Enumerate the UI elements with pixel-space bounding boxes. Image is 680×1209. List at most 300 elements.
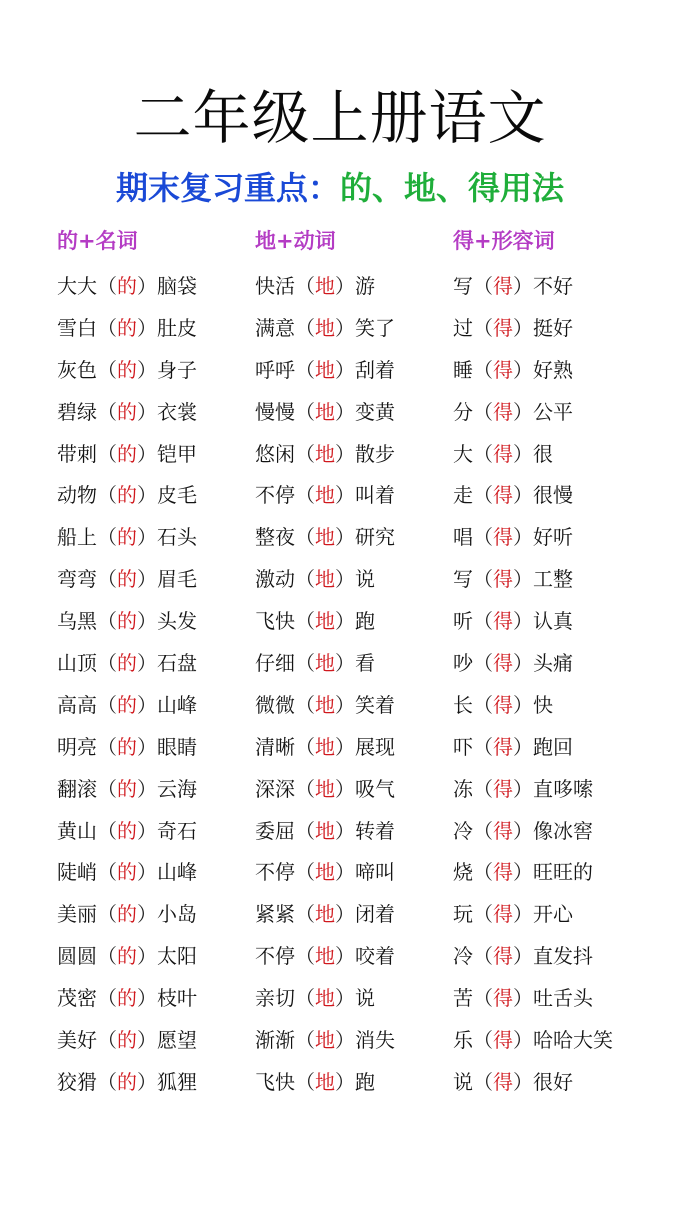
particle-mark: 的 — [117, 357, 137, 382]
phrase-before: 带刺 — [57, 441, 97, 466]
close-paren: ） — [137, 651, 157, 676]
particle-mark: 地 — [315, 818, 335, 843]
particle-mark: 得 — [493, 776, 513, 801]
phrase-row — [255, 643, 395, 685]
phrase-after: 跑回 — [533, 734, 573, 759]
particle-mark: 的 — [117, 692, 137, 717]
open-paren: （ — [295, 986, 315, 1011]
phrase-after: 云海 — [157, 776, 197, 801]
particle-mark: 的 — [117, 315, 137, 340]
open-paren: （ — [473, 734, 493, 759]
open-paren: （ — [473, 1028, 493, 1053]
close-paren: ） — [137, 818, 157, 843]
close-paren: ） — [335, 860, 355, 885]
phrase-before: 陡峭 — [57, 860, 97, 885]
phrase-row — [57, 811, 197, 853]
phrase-after: 跑 — [355, 1069, 375, 1094]
particle-mark: 的 — [117, 734, 137, 759]
phrase-row — [57, 559, 197, 601]
open-paren: （ — [473, 692, 493, 717]
phrase-after: 看 — [355, 651, 375, 676]
phrase-before: 激动 — [255, 567, 295, 592]
phrase-row — [57, 601, 197, 643]
phrase-before: 灰色 — [57, 357, 97, 382]
close-paren: ） — [513, 692, 533, 717]
close-paren: ） — [513, 651, 533, 676]
close-paren: ） — [137, 986, 157, 1011]
phrase-after: 叫着 — [355, 483, 395, 508]
open-paren: （ — [295, 818, 315, 843]
phrase-row — [57, 350, 197, 392]
close-paren: ） — [335, 692, 355, 717]
page-subtitle — [0, 166, 680, 210]
phrase-after: 变黄 — [355, 399, 395, 424]
phrase-before: 深深 — [255, 776, 295, 801]
phrase-after: 直哆嗦 — [533, 776, 593, 801]
phrase-before: 唱 — [453, 525, 473, 550]
phrase-row — [453, 643, 613, 685]
phrase-before: 呼呼 — [255, 357, 295, 382]
phrase-after: 工整 — [533, 567, 573, 592]
phrase-before: 委屈 — [255, 818, 295, 843]
particle-mark: 地 — [315, 986, 335, 1011]
phrase-after: 说 — [355, 567, 375, 592]
open-paren: （ — [97, 902, 117, 927]
phrase-before: 大大 — [57, 274, 97, 298]
close-paren: ） — [137, 315, 157, 340]
phrase-after: 笑了 — [355, 315, 395, 340]
phrase-after: 山峰 — [157, 860, 197, 885]
particle-mark: 地 — [315, 315, 335, 340]
close-paren: ） — [335, 986, 355, 1011]
particle-mark: 得 — [493, 567, 513, 592]
phrase-before: 飞快 — [255, 1069, 295, 1094]
phrase-row — [255, 769, 395, 811]
close-paren: ） — [335, 399, 355, 424]
open-paren: （ — [97, 944, 117, 969]
phrase-after: 石头 — [157, 525, 197, 550]
particle-mark: 的 — [117, 944, 137, 969]
subtitle-part-2: 的、地、得用法 — [340, 169, 565, 207]
particle-mark: 得 — [493, 860, 513, 885]
phrase-after: 肚皮 — [157, 315, 197, 340]
close-paren: ） — [335, 944, 355, 969]
close-paren: ） — [137, 274, 157, 298]
open-paren: （ — [97, 734, 117, 759]
phrase-row — [57, 936, 197, 978]
phrase-after: 开心 — [533, 902, 573, 927]
open-paren: （ — [97, 567, 117, 592]
phrase-before: 美好 — [57, 1028, 97, 1053]
open-paren: （ — [97, 1028, 117, 1053]
close-paren: ） — [335, 651, 355, 676]
phrase-before: 冷 — [453, 818, 473, 843]
close-paren: ） — [137, 357, 157, 382]
particle-mark: 得 — [493, 483, 513, 508]
phrase-before: 黄山 — [57, 818, 97, 843]
phrase-row — [57, 852, 197, 894]
phrase-before: 翻滚 — [57, 776, 97, 801]
open-paren: （ — [295, 357, 315, 382]
open-paren: （ — [295, 483, 315, 508]
particle-mark: 地 — [315, 609, 335, 634]
phrase-row — [255, 308, 395, 350]
phrase-before: 快活 — [255, 274, 295, 298]
phrase-row — [57, 475, 197, 517]
phrase-after: 展现 — [355, 734, 395, 759]
phrase-row — [57, 434, 197, 476]
phrase-row — [255, 685, 395, 727]
phrase-after: 好听 — [533, 525, 573, 550]
phrase-before: 不停 — [255, 483, 295, 508]
open-paren: （ — [473, 944, 493, 969]
phrase-row — [57, 894, 197, 936]
particle-mark: 得 — [493, 902, 513, 927]
phrase-before: 美丽 — [57, 902, 97, 927]
phrase-row — [57, 643, 197, 685]
particle-mark: 得 — [493, 692, 513, 717]
phrase-before: 满意 — [255, 315, 295, 340]
close-paren: ） — [513, 274, 533, 298]
open-paren: （ — [295, 902, 315, 927]
column-de-verb — [255, 224, 395, 1104]
phrase-before: 悠闲 — [255, 441, 295, 466]
open-paren: （ — [97, 525, 117, 550]
open-paren: （ — [295, 692, 315, 717]
close-paren: ） — [137, 692, 157, 717]
phrase-after: 吐舌头 — [533, 986, 593, 1011]
phrase-row — [57, 685, 197, 727]
phrase-before: 不停 — [255, 944, 295, 969]
phrase-before: 碧绿 — [57, 399, 97, 424]
open-paren: （ — [295, 1028, 315, 1053]
particle-mark: 地 — [315, 525, 335, 550]
close-paren: ） — [137, 399, 157, 424]
particle-mark: 得 — [493, 1069, 513, 1094]
close-paren: ） — [335, 734, 355, 759]
open-paren: （ — [97, 357, 117, 382]
close-paren: ） — [513, 315, 533, 340]
phrase-before: 玩 — [453, 902, 473, 927]
phrase-row — [255, 852, 395, 894]
close-paren: ） — [137, 1069, 157, 1094]
close-paren: ） — [513, 734, 533, 759]
phrase-before: 不停 — [255, 860, 295, 885]
phrase-before: 写 — [453, 567, 473, 592]
phrase-after: 山峰 — [157, 692, 197, 717]
phrase-after: 公平 — [533, 399, 573, 424]
open-paren: （ — [97, 818, 117, 843]
phrase-row — [453, 852, 613, 894]
phrase-row — [255, 475, 395, 517]
particle-mark: 的 — [117, 274, 137, 298]
phrase-before: 狡猾 — [57, 1069, 97, 1094]
open-paren: （ — [473, 986, 493, 1011]
particle-mark: 地 — [315, 902, 335, 927]
phrase-before: 船上 — [57, 525, 97, 550]
particle-mark: 地 — [315, 692, 335, 717]
phrase-row — [453, 434, 613, 476]
phrase-after: 快 — [533, 692, 553, 717]
phrase-row — [57, 1020, 197, 1062]
phrase-after: 吸气 — [355, 776, 395, 801]
particle-mark: 的 — [117, 1069, 137, 1094]
particle-mark: 得 — [493, 609, 513, 634]
phrase-after: 挺好 — [533, 315, 573, 340]
open-paren: （ — [295, 860, 315, 885]
close-paren: ） — [513, 902, 533, 927]
phrase-after: 头发 — [157, 609, 197, 634]
phrase-row — [453, 811, 613, 853]
particle-mark: 得 — [493, 818, 513, 843]
open-paren: （ — [97, 692, 117, 717]
phrase-row — [255, 392, 395, 434]
close-paren: ） — [137, 609, 157, 634]
particle-mark: 的 — [117, 525, 137, 550]
phrase-after: 闭着 — [355, 902, 395, 927]
close-paren: ） — [137, 441, 157, 466]
column-de-adjective — [453, 224, 613, 1104]
phrase-before: 渐渐 — [255, 1028, 295, 1053]
phrase-after: 好熟 — [533, 357, 573, 382]
column-de-noun — [57, 224, 197, 1104]
open-paren: （ — [295, 944, 315, 969]
close-paren: ） — [513, 525, 533, 550]
phrase-after: 衣裳 — [157, 399, 197, 424]
phrase-before: 写 — [453, 274, 473, 298]
phrase-after: 旺旺的 — [533, 860, 593, 885]
phrase-after: 愿望 — [157, 1028, 197, 1053]
open-paren: （ — [295, 399, 315, 424]
phrase-row — [453, 517, 613, 559]
close-paren: ） — [335, 274, 355, 298]
phrase-before: 雪白 — [57, 315, 97, 340]
phrase-after: 不好 — [533, 274, 573, 298]
particle-mark: 地 — [315, 399, 335, 424]
particle-mark: 地 — [315, 734, 335, 759]
close-paren: ） — [513, 609, 533, 634]
open-paren: （ — [473, 441, 493, 466]
phrase-before: 高高 — [57, 692, 97, 717]
column-header: 得+形容词 — [453, 229, 555, 253]
close-paren: ） — [335, 818, 355, 843]
phrase-row — [57, 1062, 197, 1104]
phrase-row — [453, 978, 613, 1020]
phrase-before: 烧 — [453, 860, 473, 885]
phrase-row — [57, 308, 197, 350]
close-paren: ） — [513, 986, 533, 1011]
phrase-row — [57, 769, 197, 811]
phrase-after: 哈哈大笑 — [533, 1028, 613, 1053]
phrase-after: 枝叶 — [157, 986, 197, 1011]
phrase-after: 身子 — [157, 357, 197, 382]
phrase-before: 冻 — [453, 776, 473, 801]
particle-mark: 地 — [315, 441, 335, 466]
phrase-before: 圆圆 — [57, 944, 97, 969]
phrase-before: 睡 — [453, 357, 473, 382]
phrase-before: 走 — [453, 483, 473, 508]
particle-mark: 地 — [315, 776, 335, 801]
open-paren: （ — [473, 357, 493, 382]
phrase-row — [255, 727, 395, 769]
particle-mark: 的 — [117, 483, 137, 508]
open-paren: （ — [295, 441, 315, 466]
close-paren: ） — [335, 1069, 355, 1094]
phrase-after: 消失 — [355, 1028, 395, 1053]
particle-mark: 地 — [315, 651, 335, 676]
open-paren: （ — [97, 399, 117, 424]
phrase-after: 像冰窖 — [533, 818, 593, 843]
phrase-after: 说 — [355, 986, 375, 1011]
particle-mark: 地 — [315, 944, 335, 969]
phrase-row — [255, 1062, 395, 1104]
particle-mark: 得 — [493, 944, 513, 969]
phrase-after: 很好 — [533, 1069, 573, 1094]
phrase-before: 慢慢 — [255, 399, 295, 424]
phrase-before: 清晰 — [255, 734, 295, 759]
open-paren: （ — [295, 274, 315, 298]
close-paren: ） — [137, 567, 157, 592]
open-paren: （ — [295, 315, 315, 340]
phrase-row — [255, 517, 395, 559]
close-paren: ） — [335, 776, 355, 801]
particle-mark: 得 — [493, 441, 513, 466]
open-paren: （ — [295, 567, 315, 592]
open-paren: （ — [97, 315, 117, 340]
close-paren: ） — [137, 525, 157, 550]
phrase-before: 听 — [453, 609, 473, 634]
close-paren: ） — [513, 776, 533, 801]
phrase-row — [453, 475, 613, 517]
phrase-before: 冷 — [453, 944, 473, 969]
open-paren: （ — [295, 609, 315, 634]
close-paren: ） — [335, 525, 355, 550]
phrase-before: 微微 — [255, 692, 295, 717]
close-paren: ） — [137, 1028, 157, 1053]
close-paren: ） — [335, 315, 355, 340]
phrase-row — [255, 266, 395, 308]
close-paren: ） — [335, 1028, 355, 1053]
particle-mark: 得 — [493, 525, 513, 550]
open-paren: （ — [473, 902, 493, 927]
phrase-before: 吵 — [453, 651, 473, 676]
open-paren: （ — [97, 651, 117, 676]
particle-mark: 地 — [315, 1069, 335, 1094]
phrase-before: 山顶 — [57, 651, 97, 676]
phrase-row — [453, 1062, 613, 1104]
phrase-before: 过 — [453, 315, 473, 340]
particle-mark: 的 — [117, 441, 137, 466]
phrase-after: 石盘 — [157, 651, 197, 676]
phrase-before: 长 — [453, 692, 473, 717]
phrase-after: 铠甲 — [157, 441, 197, 466]
close-paren: ） — [335, 902, 355, 927]
particle-mark: 的 — [117, 902, 137, 927]
close-paren: ） — [137, 734, 157, 759]
phrase-after: 游 — [355, 274, 375, 298]
phrase-before: 说 — [453, 1069, 473, 1094]
phrase-after: 奇石 — [157, 818, 197, 843]
phrase-before: 分 — [453, 399, 473, 424]
phrase-after: 眼睛 — [157, 734, 197, 759]
phrase-before: 飞快 — [255, 609, 295, 634]
particle-mark: 得 — [493, 1028, 513, 1053]
open-paren: （ — [473, 818, 493, 843]
open-paren: （ — [473, 860, 493, 885]
phrase-row — [453, 559, 613, 601]
open-paren: （ — [473, 399, 493, 424]
phrase-before: 茂密 — [57, 986, 97, 1011]
close-paren: ） — [137, 902, 157, 927]
phrase-row — [57, 517, 197, 559]
phrase-before: 动物 — [57, 483, 97, 508]
phrase-row — [453, 769, 613, 811]
open-paren: （ — [97, 860, 117, 885]
phrase-after: 小岛 — [157, 902, 197, 927]
particle-mark: 的 — [117, 860, 137, 885]
close-paren: ） — [513, 483, 533, 508]
close-paren: ） — [513, 1069, 533, 1094]
particle-mark: 的 — [117, 818, 137, 843]
phrase-row — [453, 727, 613, 769]
open-paren: （ — [97, 1069, 117, 1094]
particle-mark: 的 — [117, 609, 137, 634]
open-paren: （ — [295, 525, 315, 550]
phrase-row — [255, 1020, 395, 1062]
phrase-before: 弯弯 — [57, 567, 97, 592]
phrase-after: 刮着 — [355, 357, 395, 382]
phrase-after: 皮毛 — [157, 483, 197, 508]
open-paren: （ — [473, 1069, 493, 1094]
phrase-after: 很 — [533, 441, 553, 466]
close-paren: ） — [513, 818, 533, 843]
column-header: 的+名词 — [57, 229, 138, 253]
particle-mark: 的 — [117, 399, 137, 424]
phrase-before: 乐 — [453, 1028, 473, 1053]
particle-mark: 得 — [493, 651, 513, 676]
open-paren: （ — [473, 776, 493, 801]
close-paren: ） — [513, 567, 533, 592]
particle-mark: 的 — [117, 776, 137, 801]
particle-mark: 得 — [493, 986, 513, 1011]
phrase-row — [453, 601, 613, 643]
close-paren: ） — [335, 357, 355, 382]
open-paren: （ — [97, 441, 117, 466]
close-paren: ） — [137, 860, 157, 885]
particle-mark: 得 — [493, 357, 513, 382]
open-paren: （ — [97, 609, 117, 634]
open-paren: （ — [295, 734, 315, 759]
phrase-row — [255, 434, 395, 476]
phrase-after: 转着 — [355, 818, 395, 843]
phrase-row — [255, 811, 395, 853]
open-paren: （ — [295, 776, 315, 801]
phrase-row — [453, 350, 613, 392]
open-paren: （ — [97, 776, 117, 801]
particle-mark: 地 — [315, 860, 335, 885]
particle-mark: 地 — [315, 567, 335, 592]
particle-mark: 得 — [493, 315, 513, 340]
phrase-after: 太阳 — [157, 944, 197, 969]
close-paren: ） — [137, 483, 157, 508]
close-paren: ） — [137, 776, 157, 801]
open-paren: （ — [473, 651, 493, 676]
phrase-row — [255, 559, 395, 601]
phrase-row — [453, 894, 613, 936]
open-paren: （ — [473, 483, 493, 508]
particle-mark: 的 — [117, 651, 137, 676]
phrase-before: 紧紧 — [255, 902, 295, 927]
